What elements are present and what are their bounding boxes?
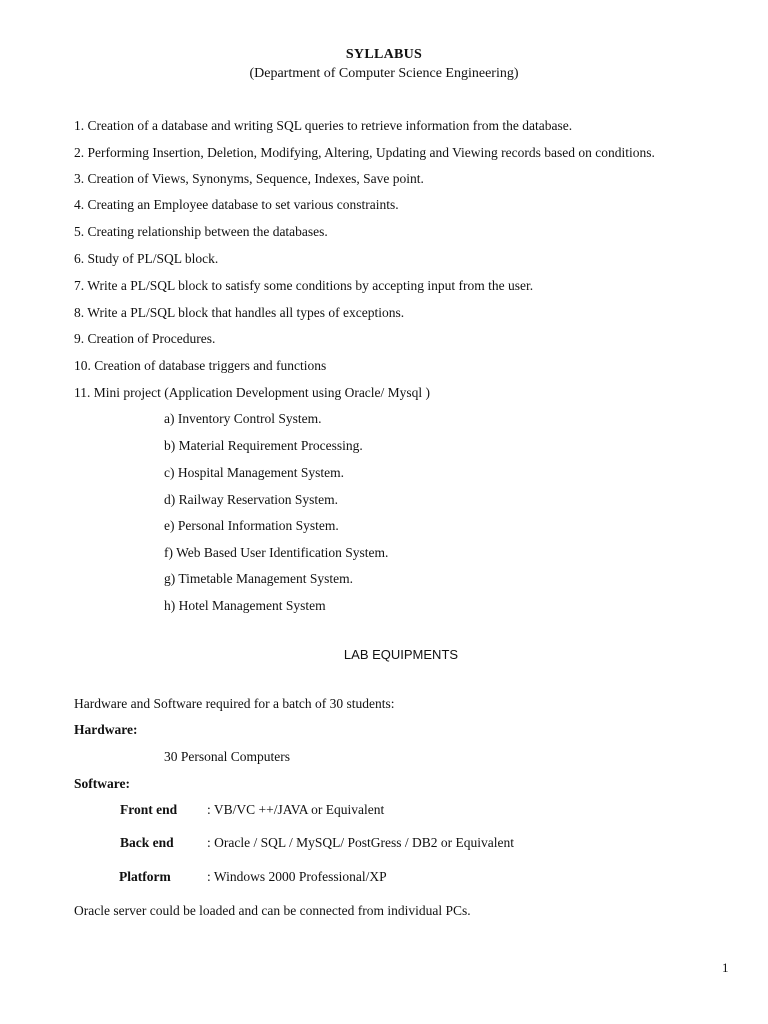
software-row-label: Platform	[119, 869, 171, 884]
page-number: 1	[722, 960, 729, 975]
syllabus-item-2: 2. Performing Insertion, Deletion, Modifying, Altering, Updating and Viewing records based on conditions.	[74, 145, 655, 160]
software-row-value: : Windows 2000 Professional/XP	[207, 869, 387, 884]
mini-project-item: d) Railway Reservation System.	[164, 492, 338, 507]
oracle-server-note: Oracle server could be loaded and can be connected from individual PCs.	[74, 903, 471, 918]
lab-intro-text: Hardware and Software required for a batch of 30 students:	[74, 696, 395, 711]
syllabus-item-1: 1. Creation of a database and writing SQL queries to retrieve information from the database.	[74, 118, 573, 133]
software-row-label: Front end	[120, 802, 178, 817]
syllabus-item-8: 8. Write a PL/SQL block that handles all types of exceptions.	[74, 305, 405, 320]
software-label: Software:	[74, 776, 130, 791]
mini-project-item: b) Material Requirement Processing.	[164, 438, 363, 453]
software-row-value: : Oracle / SQL / MySQL/ PostGress / DB2 or Equivalent	[207, 835, 514, 850]
mini-project-item: c) Hospital Management System.	[164, 465, 344, 480]
hardware-label: Hardware:	[74, 722, 138, 737]
lab-equipments-heading: LAB EQUIPMENTS	[343, 647, 459, 662]
software-row-value: : VB/VC ++/JAVA or Equivalent	[207, 802, 385, 817]
syllabus-item-9: 9. Creation of Procedures.	[74, 331, 216, 346]
syllabus-item-10: 10. Creation of database triggers and functions	[74, 358, 327, 373]
syllabus-item-6: 6. Study of PL/SQL block.	[74, 251, 219, 266]
mini-project-item: e) Personal Information System.	[164, 518, 339, 533]
mini-project-item: h) Hotel Management System	[164, 598, 326, 613]
mini-project-item: g) Timetable Management System.	[164, 571, 353, 586]
syllabus-item-7: 7. Write a PL/SQL block to satisfy some conditions by accepting input from the user.	[74, 278, 534, 293]
software-row-label: Back end	[120, 835, 174, 850]
mini-project-item: a) Inventory Control System.	[164, 411, 322, 426]
syllabus-item-4: 4. Creating an Employee database to set various constraints.	[74, 197, 399, 212]
syllabus-item-5: 5. Creating relationship between the databases.	[74, 224, 328, 239]
syllabus-item-3: 3. Creation of Views, Synonyms, Sequence, Indexes, Save point.	[74, 171, 424, 186]
mini-project-item: f) Web Based User Identification System.	[164, 545, 389, 560]
hardware-value: 30 Personal Computers	[164, 749, 290, 764]
syllabus-item-11: 11. Mini project (Application Development using Oracle/ Mysql )	[74, 385, 431, 400]
document-title: SYLLABUS	[345, 47, 423, 62]
department-subtitle: (Department of Computer Science Engineering)	[249, 66, 519, 81]
